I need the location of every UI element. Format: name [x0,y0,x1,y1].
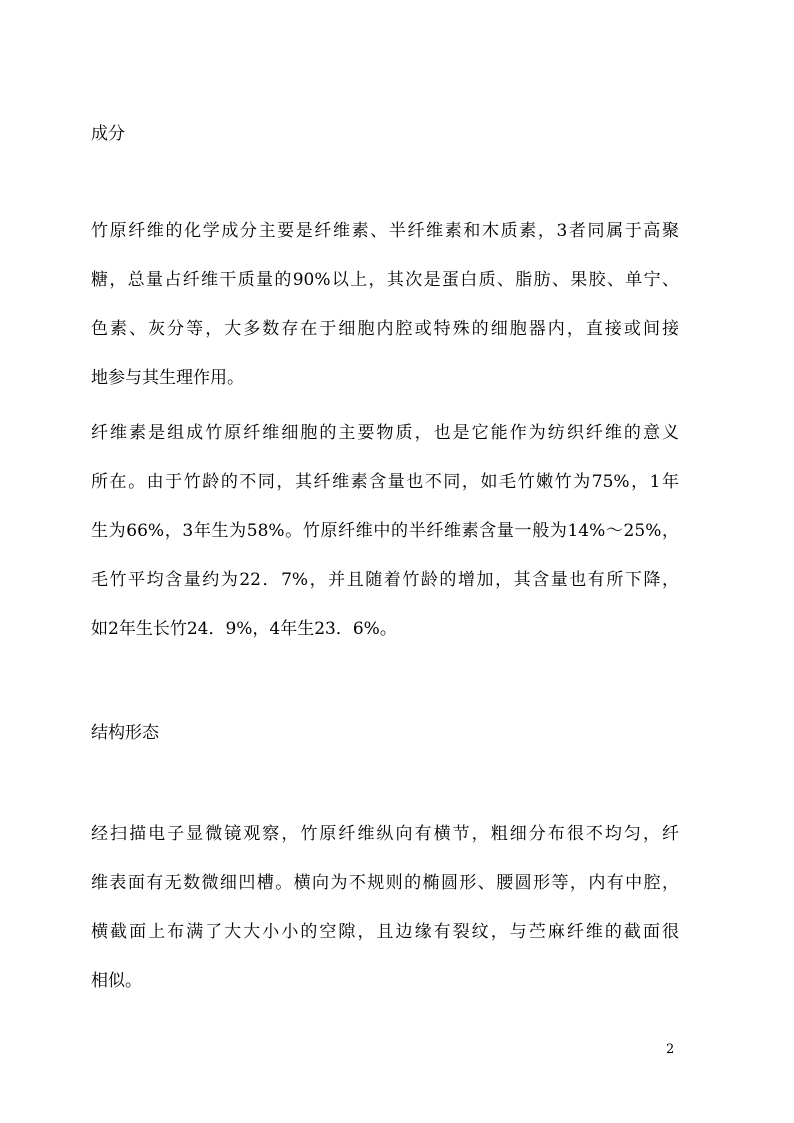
text-line: 维表面有无数微细凹槽。横向为不规则的椭圆形、腰圆形等，内有中腔， [91,873,679,893]
text-line: 竹原纤维的化学成分主要是纤维素、半纤维素和木质素，3者同属于高聚 [91,221,679,241]
text-line: 纤维素是组成竹原纤维细胞的主要物质，也是它能作为纺织纤维的意义 [91,423,679,443]
text-line: 如2年生长竹24．9%，4年生23．6%。 [91,619,397,639]
paragraph-composition-2 [91,409,679,654]
section-heading-structure: 结构形态 [91,723,159,743]
text-line: 色素、灰分等，大多数存在于细胞内腔或特殊的细胞器内，直接或间接 [91,319,679,339]
text-line: 地参与其生理作用。 [91,368,244,388]
text-line: 横截面上布满了大大小小的空隙，且边缘有裂纹，与苎麻纤维的截面很 [91,922,679,942]
text-line: 生为66%，3年生为58%。竹原纤维中的半纤维素含量一般为14%～25%， [91,521,679,541]
text-line: 毛竹平均含量约为22．7%，并且随着竹龄的增加，其含量也有所下降， [91,570,679,590]
text-line: 所在。由于竹龄的不同，其纤维素含量也不同，如毛竹嫩竹为75%，1年 [91,472,679,492]
text-line: 经扫描电子显微镜观察，竹原纤维纵向有横节，粗细分布很不均匀，纤 [91,824,679,844]
paragraph-structure-1 [91,810,679,1006]
paragraph-composition-1 [91,207,679,403]
page-number: 2 [666,1042,675,1057]
section-heading-composition: 成分 [91,124,125,144]
text-line: 相似。 [91,971,142,991]
text-line: 糖，总量占纤维干质量的90%以上，其次是蛋白质、脂肪、果胶、单宁、 [91,270,679,290]
